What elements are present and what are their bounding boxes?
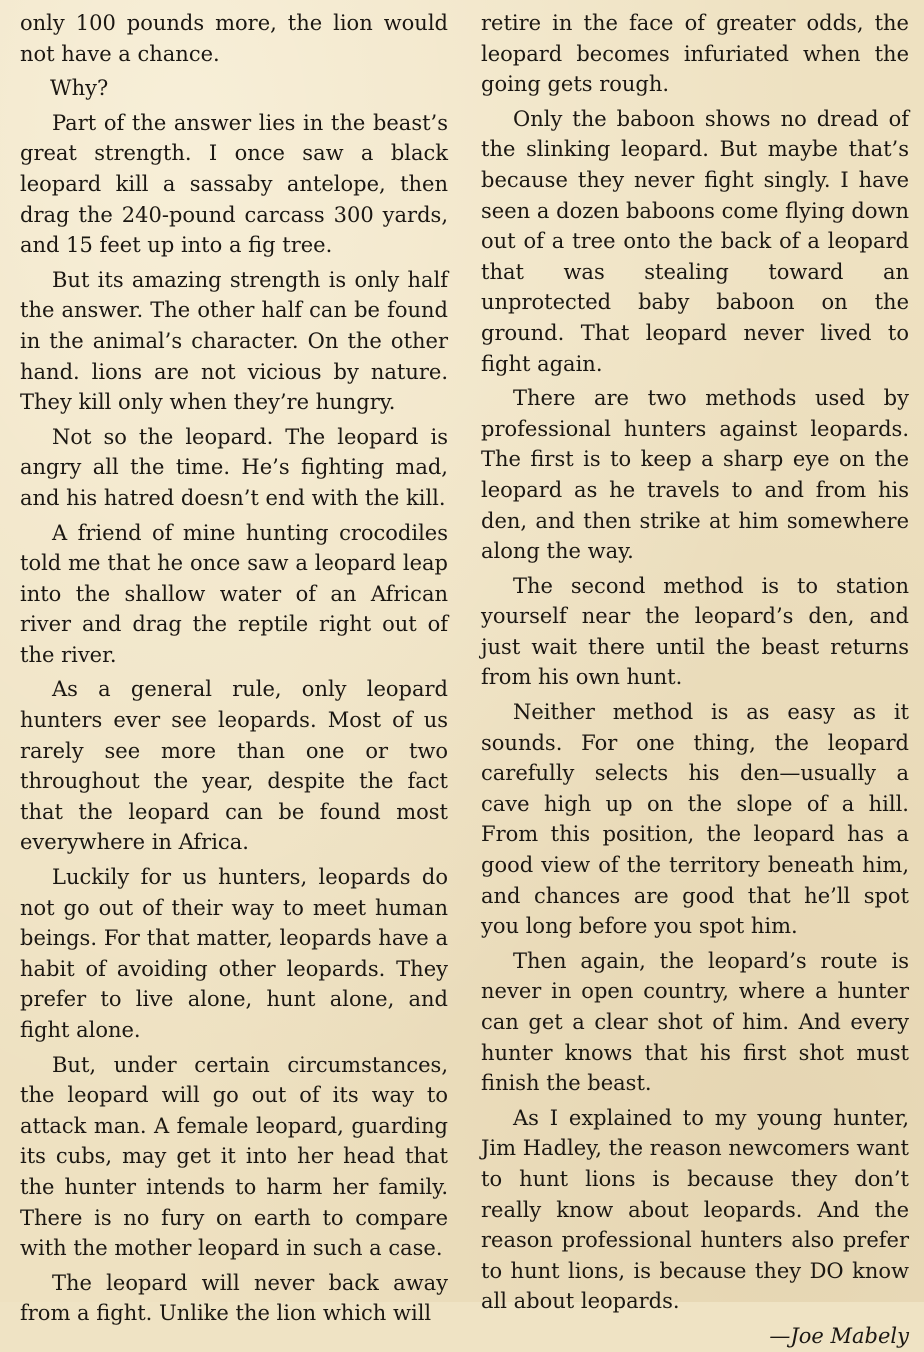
paragraph: retire in the face of greater odds, the leopard becomes infuriated when the going gets rough. [481,11,909,97]
paragraph: A friend of mine hunting crocodiles told me that he once saw a leopard leap into the shallow water of an African river and drag the reptile right out of the river. [20,520,448,667]
paragraph: Then again, the leopard’s route is never in open country, where a hunter can get a clear shot of him. And every hunter knows that his first shot must finish the beast. [481,948,909,1096]
left-text-column [20,8,448,1333]
paragraph: But, under certain circumstances, the leopard will go out of its way to attack man. A female leopard, guarding its cubs, may get it into her head that the hunter intends to harm her family. There is no fury on earth to compare with the mother leopard in such a case. [20,1052,448,1261]
paragraph: Why? [50,76,109,101]
paragraph: The leopard will never back away from a fight. Unlike the lion which will [20,1270,448,1326]
author-signature: —Joe Mabely [769,1323,909,1348]
paragraph: only 100 pounds more, the lion would not have a chance. [20,11,448,66]
paragraph: Neither method is as easy as it sounds. For one thing, the leopard carefully selects his den—usually a cave high up on the slope of a hill. From this position, the leopard has a good view of the territory beneath him, and chances are good that he’ll spot you long before you spot him. [481,700,909,939]
paragraph: Part of the answer lies in the beast’s great strength. I once saw a black leopard kill a sassaby antelope, then drag the 240-pound carcass 300 yards, and 15 feet up into a fig tree. [20,110,448,258]
paragraph: As I explained to my young hunter, Jim Hadley, the reason newcomers want to hunt lions is because they don’t really know about leopards. And the reason professional hunters also prefer to hunt lions, is because they DO know all about leopards. [481,1105,909,1314]
paragraph: But its amazing strength is only half the answer. The other half can be found in the animal’s character. On the other hand. lions are not vicious by nature. They kill only when they’re hungry. [20,267,448,415]
paragraph: Luckily for us hunters, leopards do not go out of their way to meet human beings. For that matter, leopards have a habit of avoiding other leopards. They prefer to live alone, hunt alone, and fight alone. [20,865,448,1042]
paragraph: There are two methods used by professional hunters against leopards. The first is to keep a sharp eye on the leopard as he travels to and from his den, and then strike at him somewhere along the way. [481,386,909,564]
paragraph: The second method is to station yourself near the leopard’s den, and just wait there until the beast returns from his own hunt. [481,573,909,690]
right-text-column [481,8,909,1352]
paragraph: Only the baboon shows no dread of the slinking leopard. But maybe that’s because they never fight singly. I have seen a dozen baboons come flying down out of a tree onto the back of a leopard that was stealing toward an unprotected baby baboon on the ground. That leopard never lived to fight again. [481,106,909,376]
paragraph: As a general rule, only leopard hunters ever see leopards. Most of us rarely see more than one or two throughout the year, despite the fact that the leopard can be found most everywhere in Africa. [20,677,448,855]
paragraph: Not so the leopard. The leopard is angry all the time. He’s fighting mad, and his hatred doesn’t end with the kill. [20,424,448,510]
